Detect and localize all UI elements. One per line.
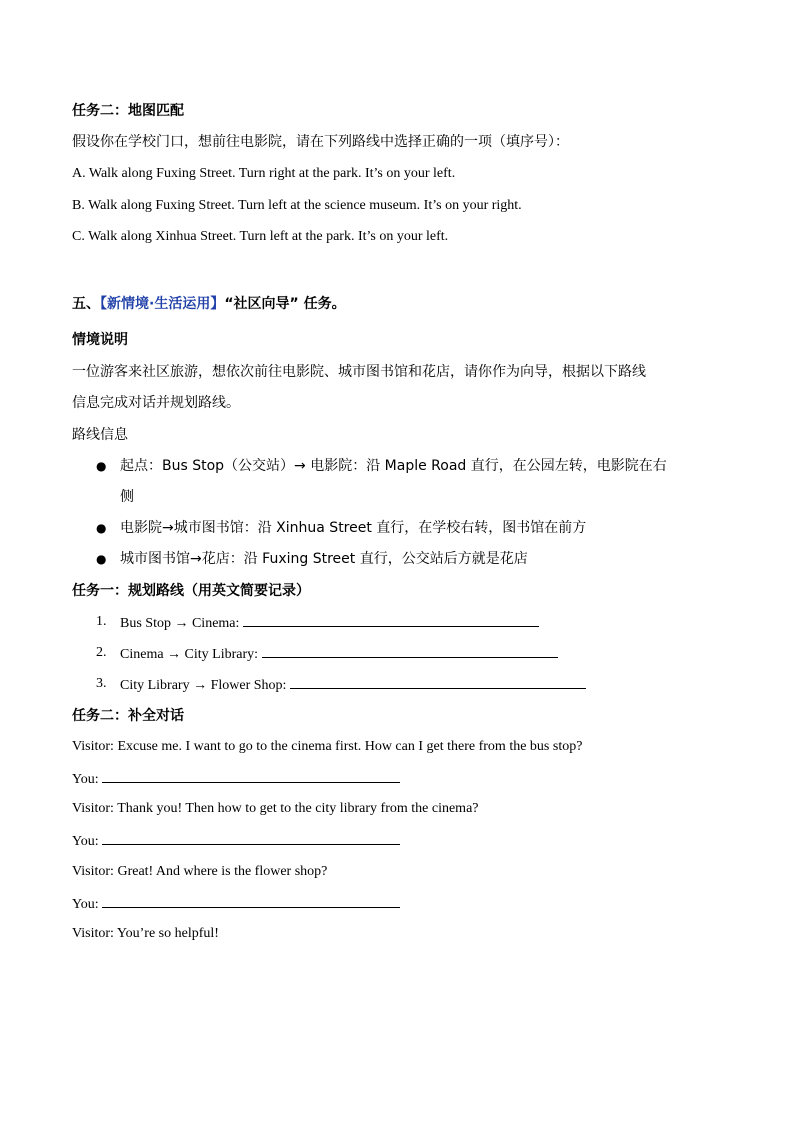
plan-item-2: [120, 643, 558, 665]
option-c: C. Walk along Xinhua Street. Turn left at the park. It’s on your left.: [72, 229, 449, 244]
plan-item-number: 3.: [96, 676, 107, 691]
plan-item-number: 1.: [96, 614, 107, 629]
utterance: Excuse me. I want to go to the cinema first. How can I get there from the bus stop?: [113, 739, 583, 754]
dialogue-line-visitor: [72, 924, 219, 944]
task1-plan-heading: 任务一：规划路线（用英文简要记录）: [72, 583, 310, 599]
section5-quote-title: “社区向导”: [224, 296, 299, 312]
plan-item-label: Bus Stop → Cinema:: [120, 616, 243, 631]
speaker: Visitor:: [72, 926, 114, 941]
bullet-icon: ●: [96, 521, 107, 535]
section5-prefix: 五、: [72, 296, 100, 312]
answer-blank[interactable]: [102, 768, 400, 783]
dialogue-line-visitor: [72, 799, 479, 819]
route-bullet-2: 电影院→城市图书馆：沿 Xinhua Street 直行，在学校右转，图书馆在前方: [120, 520, 587, 536]
speaker: You:: [72, 772, 99, 787]
option-b: B. Walk along Fuxing Street. Turn left at the science museum. It’s on your right.: [72, 198, 522, 213]
bullet-icon: ●: [96, 552, 107, 566]
route-bullet-1-cont: 侧: [120, 489, 134, 505]
task2-map-question: 假设你在学校门口，想前往电影院，请在下列路线中选择正确的一项（填序号）：: [72, 134, 569, 150]
bullet-icon: ●: [96, 459, 107, 473]
answer-blank[interactable]: [262, 643, 558, 658]
utterance: You’re so helpful!: [113, 926, 219, 941]
scenario-line1: 一位游客来社区旅游，想依次前往电影院、城市图书馆和花店，请你作为向导，根据以下路线: [72, 364, 646, 380]
speaker: Visitor:: [72, 864, 114, 879]
dialogue-line-visitor: [72, 737, 582, 757]
dialogue-line-you: [72, 893, 400, 915]
option-a: A. Walk along Fuxing Street. Turn right at the park. It’s on your left.: [72, 166, 456, 181]
answer-blank[interactable]: [102, 830, 400, 845]
answer-blank[interactable]: [290, 674, 586, 689]
dialogue-line-you: [72, 830, 400, 852]
utterance: Thank you! Then how to get to the city library from the cinema?: [113, 801, 479, 816]
speaker: Visitor:: [72, 801, 114, 816]
plan-item-label: Cinema → City Library:: [120, 647, 262, 662]
answer-blank[interactable]: [243, 612, 539, 627]
section5-bracket-label: 【新情境·生活运用】: [100, 296, 225, 312]
route-info-heading: 路线信息: [72, 427, 128, 443]
task2-map-heading: 任务二：地图匹配: [72, 103, 184, 119]
dialogue-line-you: [72, 768, 400, 790]
speaker: You:: [72, 834, 99, 849]
plan-item-label: City Library → Flower Shop:: [120, 678, 290, 693]
speaker: You:: [72, 897, 99, 912]
scenario-line2: 信息完成对话并规划路线。: [72, 395, 240, 411]
speaker: Visitor:: [72, 739, 114, 754]
section5-suffix: 任务。: [298, 296, 346, 312]
task2-dialogue-heading: 任务二：补全对话: [72, 708, 184, 724]
plan-item-1: [120, 612, 539, 634]
dialogue-line-visitor: [72, 862, 327, 882]
route-bullet-3: 城市图书馆→花店：沿 Fuxing Street 直行，公交站后方就是花店: [120, 551, 528, 567]
scenario-heading: 情境说明: [72, 332, 128, 348]
route-bullet-1: 起点：Bus Stop（公交站）→ 电影院：沿 Maple Road 直行，在公园左转，电影院在右: [120, 458, 667, 474]
answer-blank[interactable]: [102, 893, 400, 908]
plan-item-3: [120, 674, 586, 696]
plan-item-number: 2.: [96, 645, 107, 660]
section5-heading: [72, 294, 346, 314]
utterance: Great! And where is the flower shop?: [113, 864, 328, 879]
